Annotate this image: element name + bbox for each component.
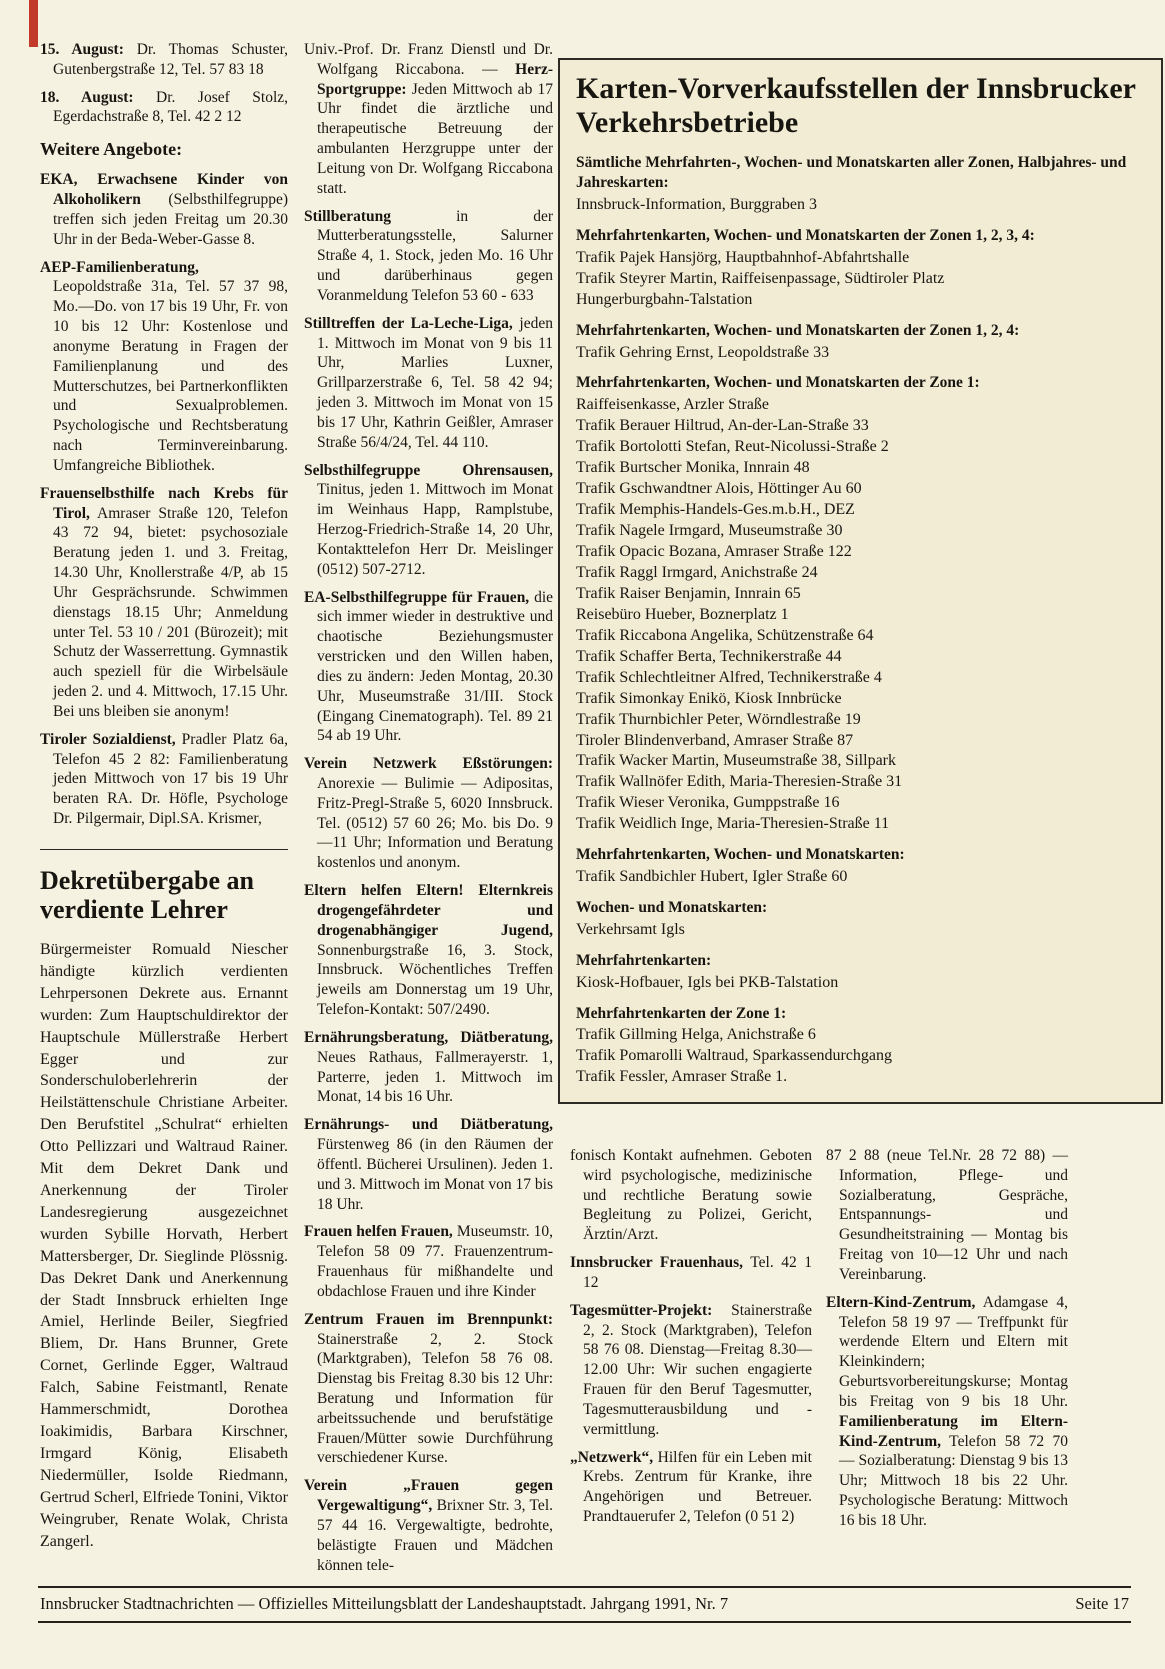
outlet-line: Trafik Bortolotti Stefan, Reut-Nicolussi-Straße 2 [576, 438, 889, 456]
box-section-heading: Mehrfahrtenkarten, Wochen- und Monatskarten der Zonen 1, 2, 4: [576, 321, 1020, 339]
offer-text: Stainerstraße 2, 2. Stock (Marktgraben), Telefon 58 76 08. Dienstag bis Freitag 8.30 bis 12 Uhr: Beratung und Information für arbeitssuchende und berufstätige Frauen/Mütter sowie Durchführung verschiedener Kurse. [317, 1330, 553, 1467]
weitere-angebote-heading: Weitere Angebote: [40, 139, 183, 160]
outlet-line: Trafik Burtscher Monika, Innrain 48 [576, 459, 810, 477]
outlet-line: Trafik Raiser Benjamin, Innrain 65 [576, 584, 801, 602]
footer-page-number: Seite 17 [1075, 1594, 1129, 1613]
offer-text: Sonnenburgstraße 16, 3. Stock, Innsbruck. Wöchentliches Treffen jeweils am Donnerstag um 19 Uhr, Telefon-Kontakt: 507/2490. [317, 941, 553, 1019]
offer-text: (Selbsthilfegruppe) treffen sich jeden Freitag um 20.30 Uhr in der Beda-Weber-Gasse 8. [53, 191, 288, 248]
outlet-line: Trafik Gehring Ernst, Leopoldstraße 33 [576, 343, 830, 361]
outlet-line: Trafik Simonkay Enikö, Kiosk Innbrücke [576, 689, 842, 707]
offer-lead: AEP-Familienberatung, [40, 258, 199, 276]
outlet-line: Trafik Wallnöfer Edith, Maria-Theresien-Straße 31 [576, 773, 903, 791]
outlet-line: Trafik Wieser Veronika, Gumppstraße 16 [576, 794, 840, 812]
offer-lead: Verein Netzwerk Eßstörungen: [304, 755, 553, 773]
offer-lead: Verein „Frauen gegen Vergewaltigung“, [304, 1477, 553, 1515]
offer-lead: EKA, Erwachsene Kinder von Alkoholikern [40, 171, 288, 209]
duty-entry [40, 88, 288, 128]
outlet-line: Trafik Weidlich Inge, Maria-Theresien-Straße 11 [576, 815, 890, 833]
offer-lead: Stillberatung [304, 207, 391, 225]
ticket-outlets-box [558, 58, 1163, 1104]
offer-entry [40, 258, 288, 476]
outlet-line: Verkehrsamt Igls [576, 920, 685, 938]
outlet-line: Trafik Sandbichler Hubert, Igler Straße 60 [576, 868, 848, 886]
offer-lead-2: Familienberatung im Eltern-Kind-Zentrum, [839, 1412, 1068, 1450]
offer-text-2: Telefon 58 72 70 — Sozialberatung: Dienstag 9 bis 13 Uhr; Mittwoch 18 bis 22 Uhr. Psychologische Beratung: Mittwoch 16 bis 18 Uhr. [839, 1432, 1068, 1529]
offer-lead: Stilltreffen der La-Leche-Liga, [304, 314, 513, 332]
offer-entry [570, 1301, 812, 1440]
offer-entry [304, 1222, 553, 1301]
offer-entry [304, 40, 553, 199]
offer-text: Museumstr. 10, Telefon 58 09 77. Frauenzentrum-Frauenhaus für mißhandelte und obdachlose Frauen und ihre Kinder [317, 1223, 553, 1300]
offer-text: Amraser Straße 120, Telefon 43 72 94, bietet: psychosoziale Beratung jeden 1. und 3. Freitag, 14.30 Uhr, Knollerstraße 4/P, ab 15 Uhr Gesprächsrunde. Schwimmen dienstags 18.15 Uhr; Anmeldung unter Tel. 53 10 / 201 (Bürozeit); mit Schutz der Wasserrettung. Gymnastik auch speziell für die Wirbelsäule jeden 2. und 4. Mittwoch, 17.15 Uhr. Bei uns bleiben sie anonym! [53, 504, 288, 720]
offer-text: Jeden Mittwoch ab 17 Uhr findet die ärztliche und therapeutische Betreuung der ambulanten Herzgruppe unter der Leitung von Dr. Wolfgang Riccabona statt. [317, 80, 553, 197]
offer-entry [826, 1293, 1068, 1531]
box-section [576, 951, 1145, 994]
offer-lead: Selbsthilfegruppe Ohrensausen, [304, 461, 553, 479]
offer-text: Anorexie — Bulimie — Adipositas, Fritz-Pregl-Straße 5, 6020 Innsbruck. Tel. (0512) 57 60 26; Mo. bis Do. 9—11 Uhr; Information und Beratung kostenlos und anonym. [317, 774, 553, 872]
duty-date: 15. August: [40, 41, 124, 58]
offer-entry [570, 1146, 812, 1245]
offer-text: die sich immer wieder in destruktive und chaotische Beziehungsmuster verstricken und den Willen haben, dies zu ändern: Jeden Montag, 20.30 Uhr, Museumstraße 31/III. Stock (Eingang Cinematograph). Tel. 89 21 54 ab 19 Uhr. [317, 588, 553, 745]
offer-text: fonisch Kontakt aufnehmen. Geboten wird psychologische, medizinische und rechtliche Beratung sowie Begleitung zu Polizei, Gericht, Ärztin/Arzt. [570, 1147, 812, 1244]
box-section-heading: Mehrfahrtenkarten: [576, 951, 712, 969]
offer-text: Stainerstraße 2, 2. Stock (Marktgraben), Telefon 58 76 08. Dienstag—Freitag 8.30—12.00 Uhr: Wir suchen engagierte Frauen für den Beruf Tagesmutter, Tagesmutterausbildung und -vermittlung. [583, 1301, 812, 1438]
outlet-line: Tiroler Blindenverband, Amraser Straße 87 [576, 731, 854, 749]
offer-text: Brixner Str. 3, Tel. 57 44 16. Vergewaltigte, bedrohte, belästigte Frauen und Mädchen können tele- [317, 1497, 553, 1574]
outlet-line: Reisebüro Hueber, Boznerplatz 1 [576, 605, 789, 623]
footer-publication-line: Innsbrucker Stadtnachrichten — Offizielles Mitteilungsblatt der Landeshauptstadt. Jahrgang 1991, Nr. 7 [40, 1594, 729, 1613]
offer-entry [304, 1115, 553, 1214]
box-section [576, 898, 1145, 941]
box-section-heading: Sämtliche Mehrfahrten-, Wochen- und Monatskarten aller Zonen, Halbjahres- und Jahreskarten: [576, 154, 1127, 192]
outlet-line: Trafik Nagele Irmgard, Museumstraße 30 [576, 522, 843, 539]
offer-lead: Tiroler Sozialdienst, [40, 730, 176, 748]
box-section-heading: Mehrfahrtenkarten, Wochen- und Monatskarten: [576, 846, 905, 864]
offer-text: Leopoldstraße 31a, Tel. 57 37 98, Mo.—Do. von 17 bis 19 Uhr, Fr. von 10 bis 12 Uhr: Kostenlose und anonyme Beratung in Fragen der Familienplanung und des Mutterschutzes, bei Partnerkonflikten und Sexualproblemen. Psychologische und Rechtsberatung nach Terminvereinbarung. Umfangreiche Bibliothek. [53, 278, 288, 474]
offer-text: Tel. 42 1 12 [583, 1254, 812, 1291]
outlet-line: Trafik Gschwandtner Alois, Höttinger Au 60 [576, 480, 862, 498]
outlet-line: Innsbruck-Information, Burggraben 3 [576, 196, 817, 214]
offer-entry [304, 1476, 553, 1575]
outlet-line: Trafik Opacic Bozana, Amraser Straße 122 [576, 542, 852, 560]
outlet-line: Trafik Pomarolli Waltraud, Sparkassendurchgang [576, 1047, 892, 1065]
article-body: Bürgermeister Romuald Niescher händigte kürzlich verdienten Lehrpersonen Dekrete aus. Ernannt wurden: Zum Hauptschuldirektor der Hauptschule Müllerstraße Herbert Egger und zur Sonderschuloberlehrerin der Heilstättenschule Christiane Arbeiter. Den Berufstitel „Schulrat“ erhielten Otto Pellizzari und Waltraud Rainer. Mit dem Dekret Dank und Anerkennung der Tiroler Landesregierung ausgezeichnet wurden Sybille Horvath, Herbert Mattersberger, Dr. Sieglinde Plössnig. Das Dekret Dank und Anerkennung der Stadt Innsbruck erhielten Inge Amiel, Herlinde Beiler, Siegfried Bliem, Dr. Hans Brunner, Grete Cornet, Gerlinde Egger, Waltraud Falch, Sabine Feistmantl, Renate Hammerschmidt, Dorothea Ioakimidis, Barbara Kirschner, Irmgard König, Elisabeth Niedermüller, Isolde Riedmann, Gertrud Scherl, Elfriede Tonini, Viktor Weingruber, Renate Wolak, Christa Zangerl. [40, 941, 288, 1550]
offer-lead: Eltern helfen Eltern! Elternkreis drogengefährdeter und drogenabhängiger Jugend, [304, 882, 553, 939]
offer-pre: Univ.-Prof. Dr. Franz Dienstl und Dr. Wolfgang Riccabona. — [304, 41, 553, 78]
offer-entry [304, 1028, 553, 1107]
box-section [576, 373, 1145, 835]
box-section-heading: Wochen- und Monatskarten: [576, 899, 768, 917]
left-column [40, 40, 288, 1552]
offer-text: in der Mutterberatungsstelle, Salurner Straße 4, 1. Stock, jeden Mo. 16 Uhr und darüberhinaus gegen Voranmeldung Telefon 53 60 - 633 [317, 207, 553, 304]
box-section [576, 153, 1145, 216]
offer-text: Neues Rathaus, Fallmerayerstr. 1, Parterre, jeden 1. Mittwoch im Monat, 14 bis 16 Uhr. [317, 1048, 553, 1106]
offer-entry [826, 1146, 1068, 1285]
outlet-line: Kiosk-Hofbauer, Igls bei PKB-Talstation [576, 973, 839, 991]
offer-lead: Tagesmütter-Projekt: [570, 1301, 713, 1319]
offer-lead: „Netzwerk“, [570, 1448, 654, 1466]
outlet-line: Trafik Gillming Helga, Anichstraße 6 [576, 1026, 816, 1044]
outlet-line: Trafik Steyrer Martin, Raiffeisenpassage, Südtiroler Platz [576, 269, 945, 287]
offer-entry [304, 881, 553, 1020]
outlet-line: Trafik Fessler, Amraser Straße 1. [576, 1068, 788, 1086]
offer-lead: Zentrum Frauen im Brennpunkt: [304, 1310, 553, 1328]
offer-lead: Eltern-Kind-Zentrum, [826, 1293, 976, 1311]
outlet-line: Trafik Riccabona Angelika, Schützenstraße 64 [576, 626, 874, 644]
offer-lead: EA-Selbsthilfegruppe für Frauen, [304, 588, 530, 606]
outlet-line: Trafik Berauer Hiltrud, An-der-Lan-Straße 33 [576, 417, 869, 435]
article-title: Dekretübergabe an verdiente Lehrer [40, 865, 255, 924]
outlet-line: Trafik Raggl Irmgard, Anichstraße 24 [576, 563, 818, 581]
bottom-right-column [826, 1146, 1068, 1539]
article-dekretuebergabe [40, 849, 288, 1553]
middle-column [304, 40, 553, 1583]
outlet-line: Hungerburgbahn-Talstation [576, 290, 753, 308]
offer-text: Tinitus, jeden 1. Mittwoch im Monat im Weinhaus Happ, Ramplstube, Herzog-Friedrich-Straße 14, 20 Uhr, Kontakttelefon Herr Dr. Meislinger (0512) 507-2712. [317, 481, 553, 578]
offer-entry [304, 1310, 553, 1469]
offer-lead: Herz-Sportgruppe: [317, 60, 553, 98]
offer-entry [304, 207, 553, 306]
duty-text: Dr. Thomas Schuster, Gutenbergstraße 12, Tel. 57 83 18 [53, 41, 289, 78]
bottom-left-column [570, 1146, 812, 1535]
duty-date: 18. August: [40, 88, 134, 106]
offer-lead: Ernährungsberatung, Diätberatung, [304, 1028, 553, 1046]
outlet-line: Trafik Thurnbichler Peter, Wörndlestraße 19 [576, 710, 861, 728]
offer-text: Adamgase 4, Telefon 58 19 97 — Treffpunkt für werdende Eltern und Eltern mit Kleinkindern; Geburtsvorbereitungskurse; Montag bis Freitag von 9 bis 18 Uhr. [839, 1293, 1068, 1410]
duty-text: Dr. Josef Stolz, Egerdachstraße 8, Tel. 42 2 12 [53, 88, 289, 126]
offer-text: Pradler Platz 6a, Telefon 45 2 82: Familienberatung jeden Mittwoch von 17 bis 19 Uhr beraten RA. Dr. Höfle, Psychologe Dr. Pilgermair, Dipl.SA. Krismer, [53, 730, 288, 827]
offer-entry [570, 1448, 812, 1527]
box-section [576, 1004, 1145, 1089]
offer-entry [304, 314, 553, 453]
offer-text: Hilfen für ein Leben mit Krebs. Zentrum für Kranke, ihre Angehörigen und Betreuer. Prandtauerufer 2, Telefon (0 51 2) [583, 1448, 812, 1526]
outlet-line: Trafik Schlechtleitner Alfred, Technikerstraße 4 [576, 668, 882, 686]
offer-entry [40, 730, 288, 829]
box-title: Karten-Vorverkaufsstellen der Innsbrucker Verkehrsbetriebe [576, 72, 1136, 140]
box-section [576, 226, 1145, 311]
offer-text: 87 2 88 (neue Tel.Nr. 28 72 88) — Information, Pflege- und Sozialberatung, Gespräche, Entspannungs- und Gesundheitstraining — Montag bis Freitag von 10—12 Uhr und nach Vereinbarung. [826, 1147, 1068, 1283]
outlet-line: Trafik Pajek Hansjörg, Hauptbahnhof-Abfahrtshalle [576, 248, 910, 266]
offer-entry [304, 461, 553, 580]
outlet-line: Trafik Schaffer Berta, Technikerstraße 44 [576, 647, 842, 665]
offer-entry [40, 170, 288, 249]
offer-lead: Frauenselbsthilfe nach Krebs für Tirol, [40, 484, 288, 522]
offer-lead: Innsbrucker Frauenhaus, [570, 1254, 744, 1272]
offer-text: Fürstenweg 86 (in den Räumen der öffentl. Bücherei Ursulinen). Jeden 1. und 3. Mittwoch im Monat von 17 bis 18 Uhr. [317, 1136, 553, 1213]
box-section [576, 845, 1145, 888]
outlet-line: Trafik Wacker Martin, Museumstraße 38, Sillpark [576, 752, 896, 770]
box-section-heading: Mehrfahrtenkarten der Zone 1: [576, 1004, 787, 1022]
page-footer [38, 1586, 1131, 1623]
red-print-mark [29, 0, 38, 47]
outlet-line: Raiffeisenkasse, Arzler Straße [576, 396, 769, 414]
offer-entry [304, 754, 553, 873]
offer-lead: Frauen helfen Frauen, [304, 1223, 453, 1241]
offer-lead: Ernährungs- und Diätberatung, [304, 1116, 553, 1134]
box-section [576, 321, 1145, 364]
duty-entry [40, 40, 288, 80]
box-section-heading: Mehrfahrtenkarten, Wochen- und Monatskarten der Zonen 1, 2, 3, 4: [576, 226, 1035, 244]
box-section-heading: Mehrfahrtenkarten, Wochen- und Monatskarten der Zone 1: [576, 374, 980, 392]
offer-entry [570, 1253, 812, 1293]
offer-entry [304, 588, 553, 747]
outlet-line: Trafik Memphis-Handels-Ges.m.b.H., DEZ [576, 501, 855, 519]
offer-entry [40, 484, 288, 722]
offer-text: jeden 1. Mittwoch im Monat von 9 bis 11 Uhr, Marlies Luxner, Grillparzerstraße 6, Tel. 58 42 94; jeden 3. Mittwoch im Monat von 15 bis 17 Uhr, Kathrin Geißler, Amraser Straße 56/4/24, Tel. 44 110. [317, 314, 553, 451]
